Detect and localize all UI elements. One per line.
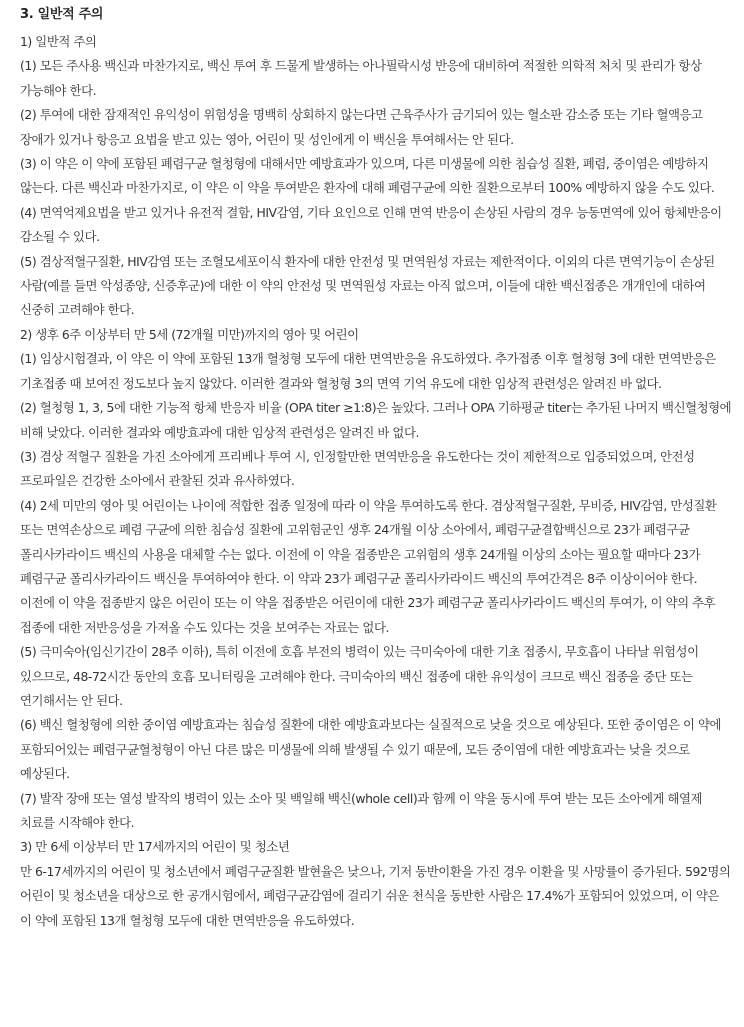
paragraph-general-4: (4) 면역억제요법을 받고 있거나 유전적 결함, HIV감염, 기타 요인으로 인해 면역 반응이 손상된 사람의 경우 능동면역에 있어 항체반응이 감소될 수 있다.	[20, 204, 722, 245]
paragraph-infants-2: (2) 혈청형 1, 3, 5에 대한 기능적 항체 반응자 비율 (OPA titer ≥1:8)은 높았다. 그러나 OPA 기하평균 titer는 추가된 나머지 백신혈청형에 비해 낮았다. 이러한 결과와 예방효과에 대한 임상적 관련성은 알려진 바 없다.	[20, 400, 732, 440]
paragraph-infants-6: (6) 백신 혈청형에 의한 중이염 예방효과는 침습성 질환에 대한 예방효과보다는 실질적으로 낮을 것으로 예상된다. 또한 중이염은 이 약에 포함되어있는 폐렴구균혈청형이 아닌 다른 많은 미생물에 의해 발생될 수 있기 때문에, 모든 중이염에 대한 예방효과는 낮을 것으로 예상된다.	[20, 717, 722, 782]
paragraph-infants-3: (3) 겸상 적혈구 질환을 가진 소아에게 프리베나 투여 시, 인정할만한 면역반응을 유도한다는 것이 제한적으로 입증되었으며, 안전성 프로파일은 건강한 소아에서 관찰된 것과 유사하였다.	[20, 448, 695, 489]
paragraph-infants-4: (4) 2세 미만의 영아 및 어린이는 나이에 적합한 접종 일정에 따라 이 약을 투여하도록 한다. 겸상적혈구질환, 무비증, HIV감염, 만성질환 또는 면역손상으로 폐렴 구균에 의한 침습성 질환에 고위험군인 생후 24개월 이상 소아에서, 폐렴구균결합백신으로 23가 폐렴구균 폴리사카라이드 백신의 사용을 대체할 수는 없다. 이전에 이 약을 접종받은 고위험의 생후 24개월 이상의 소아는 필요할 때마다 23가 폐렴구균 폴리사카라이드 백신을 투여하여야 한다. 이 약과 23가 폐렴구균 폴리사카라이드 백신의 투여간격은 8주 이상이어야 한다. 이전에 이 약을 접종받지 않은 어린이 또는 이 약을 접종받은 어린이에 대한 23가 폐렴구균 폴리사카라이드 백신의 투여가, 이 약의 추후 접종에 대한 저반응성을 가져올 수도 있다는 것을 보여주는 자료는 없다.	[20, 497, 717, 635]
paragraph-general-1: (1) 모든 주사용 백신과 마찬가지로, 백신 투여 후 드물게 발생하는 아나필락시성 반응에 대비하여 적절한 의학적 처치 및 관리가 항상 가능해야 한다.	[20, 58, 702, 98]
paragraph-infants-1: (1) 임상시험결과, 이 약은 이 약에 포함된 13개 혈청형 모두에 대한 면역반응을 유도하였다. 추가접종 이후 혈청형 3에 대한 면역반응은 기초접종 때 보여진 정도보다 높지 않았다. 이러한 결과와 혈청형 3의 면역 기억 유도에 대한 임상적 관련성은 알려진 바 없다.	[20, 351, 716, 391]
paragraph-general-5: (5) 겸상적혈구질환, HIV감염 또는 조혈모세포이식 환자에 대한 안전성 및 면역원성 자료는 제한적이다. 이외의 다른 면역기능이 손상된 사람(예를 들면 악성종양, 신증후군)에 대한 이 약의 안전성 및 면역원성 자료는 아직 없으며, 이들에 대한 백신접종은 개개인에 대하여 신중히 고려해야 한다.	[20, 253, 715, 318]
paragraph-children-adolescents-1: 만 6-17세까지의 어린이 및 청소년에서 폐렴구균질환 발현율은 낮으나, 기저 동반이환을 가진 경우 이환율 및 사망률이 증가된다. 592명의 어린이 및 청소년을 대상으로 한 공개시험에서, 폐렴구균감염에 걸리기 쉬운 천식을 동반한 사람은 17.4%가 포함되어 있었으며, 이 약은 이 약에 포함된 13개 혈청형 모두에 대한 면역반응을 유도하였다.	[20, 863, 731, 928]
subsection-heading-general: 1) 일반적 주의	[20, 34, 97, 49]
paragraph-infants-5: (5) 극미숙아(임신기간이 28주 이하), 특히 이전에 호흡 부전의 병력이 있는 극미숙아에 대한 기초 접종시, 무호흡이 나타날 위험성이 있으므로, 48-72시간 동안의 호흡 모니터링을 고려해야 한다. 극미숙아의 백신 접종에 대한 유익성이 크므로 백신 접종을 중단 또는 연기해서는 안 된다.	[20, 644, 699, 708]
section-heading: 3. 일반적 주의	[20, 7, 104, 22]
subsection-heading-infants: 2) 생후 6주 이상부터 만 5세 (72개월 미만)까지의 영아 및 어린이	[20, 326, 359, 342]
paragraph-infants-7: (7) 발작 장애 또는 열성 발작의 병력이 있는 소아 및 백일해 백신(whole cell)과 함께 이 약을 동시에 투여 받는 모든 소아에게 해열제 치료를 시작해야 한다.	[20, 790, 703, 830]
paragraph-general-2: (2) 투여에 대한 잠재적인 유익성이 위험성을 명백히 상회하지 않는다면 근육주사가 금기되어 있는 혈소판 감소증 또는 기타 혈액응고 장애가 있거나 항응고 요법을 받고 있는 영아, 어린이 및 성인에게 이 백신을 투여해서는 안 된다.	[20, 107, 703, 147]
subsection-heading-children-adolescents: 3) 만 6세 이상부터 만 17세까지의 어린이 및 청소년	[20, 839, 290, 855]
paragraph-general-3: (3) 이 약은 이 약에 포함된 폐렴구균 혈청형에 대해서만 예방효과가 있으며, 다른 미생물에 의한 침습성 질환, 폐렴, 중이염은 예방하지 않는다. 다른 백신과 마찬가지로, 이 약은 이 약을 투여받은 환자에 대해 폐렴구균에 의한 질환으로부터 100% 예방하지 않을 수도 있다.	[20, 156, 715, 196]
